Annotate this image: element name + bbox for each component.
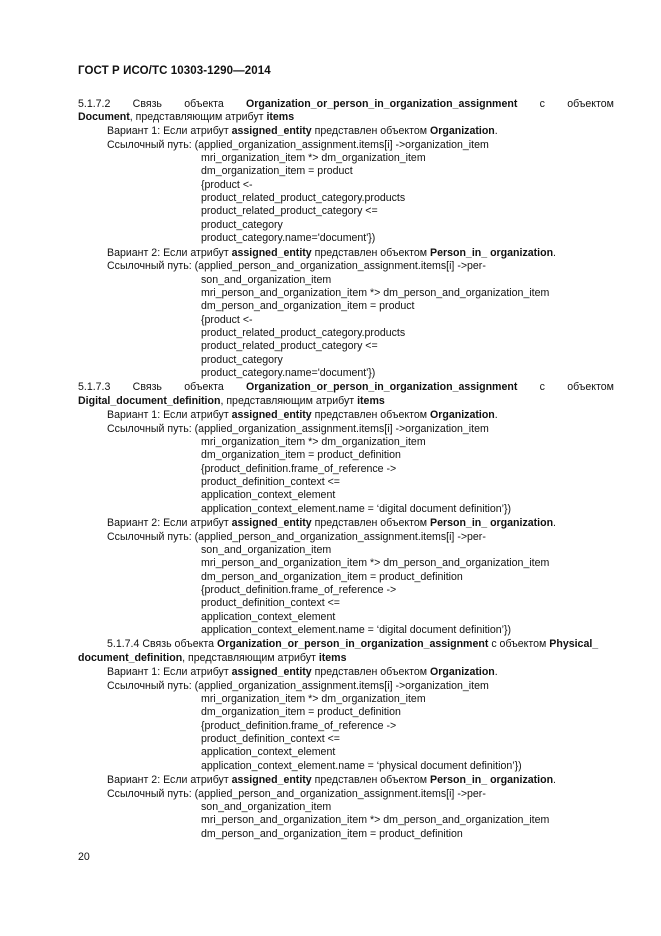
reference-path-line: product_related_product_category <= xyxy=(201,205,378,217)
section-heading-line2: document_definition, представляющим атрибут items xyxy=(78,652,347,664)
reference-path-line: dm_person_and_organization_item = product_definition xyxy=(201,571,463,583)
variant-2: Вариант 2: Если атрибут assigned_entity представлен объектом Person_in_ organization. xyxy=(107,774,556,786)
reference-path-line: mri_person_and_organization_item *> dm_person_and_organization_item xyxy=(201,557,550,569)
reference-path-line: application_context_element xyxy=(201,489,336,501)
reference-path-line: application_context_element xyxy=(201,611,336,623)
reference-path-line: {product_definition.frame_of_reference -> xyxy=(201,584,397,596)
variant-2: Вариант 2: Если атрибут assigned_entity представлен объектом Person_in_ organization. xyxy=(107,517,556,529)
reference-path-line: product_category.name='document'}) xyxy=(201,232,376,244)
variant-1: Вариант 1: Если атрибут assigned_entity представлен объектом Organization. xyxy=(107,666,498,678)
section-heading-5-1-7-3: 5.1.7.3 Связь объекта Organization_or_person_in_organization_assignment с объектом xyxy=(78,381,614,393)
reference-path-line: son_and_organization_item xyxy=(201,544,332,556)
section-heading-line2: Digital_document_definition, представляющим атрибут items xyxy=(78,395,385,407)
reference-path-line: product_definition_context <= xyxy=(201,476,340,488)
reference-path-line: product_definition_context <= xyxy=(201,597,340,609)
reference-path-line: product_category xyxy=(201,354,283,366)
variant-1: Вариант 1: Если атрибут assigned_entity представлен объектом Organization. xyxy=(107,409,498,421)
reference-path-line: dm_person_and_organization_item = product xyxy=(201,300,415,312)
reference-path-line: mri_organization_item *> dm_organization_item xyxy=(201,436,426,448)
reference-path-line: application_context_element.name = ‘digital document definition’}) xyxy=(201,503,512,515)
reference-path-line: product_related_product_category.products xyxy=(201,327,406,339)
reference-path-line: {product_definition.frame_of_reference -> xyxy=(201,720,397,732)
reference-path-line: application_context_element xyxy=(201,746,336,758)
reference-path-line: product_category xyxy=(201,219,283,231)
reference-path-line: Ссылочный путь: (applied_person_and_organization_assignment.items[i] ->per- xyxy=(107,788,486,800)
page-header: ГОСТ Р ИСО/ТС 10303-1290—2014 xyxy=(78,65,271,77)
section-heading-5-1-7-2: 5.1.7.2 Связь объекта Organization_or_person_in_organization_assignment с объектом xyxy=(78,98,614,110)
reference-path-line: dm_organization_item = product_definition xyxy=(201,449,401,461)
variant-1: Вариант 1: Если атрибут assigned_entity представлен объектом Organization. xyxy=(107,125,498,137)
reference-path-line: son_and_organization_item xyxy=(201,274,332,286)
reference-path-line: {product_definition.frame_of_reference -> xyxy=(201,463,397,475)
reference-path-line: product_definition_context <= xyxy=(201,733,340,745)
variant-2: Вариант 2: Если атрибут assigned_entity представлен объектом Person_in_ organization. xyxy=(107,247,556,259)
reference-path-line: {product <- xyxy=(201,314,253,326)
reference-path-line: dm_person_and_organization_item = product_definition xyxy=(201,828,463,840)
reference-path-line: mri_organization_item *> dm_organization_item xyxy=(201,152,426,164)
reference-path-line: Ссылочный путь: (applied_organization_assignment.items[i] ->organization_item xyxy=(107,139,489,151)
section-heading-line2: Document, представляющим атрибут items xyxy=(78,111,295,123)
reference-path-line: Ссылочный путь: (applied_person_and_organization_assignment.items[i] ->per- xyxy=(107,260,486,272)
page-number: 20 xyxy=(78,851,90,863)
reference-path-line: Ссылочный путь: (applied_organization_assignment.items[i] ->organization_item xyxy=(107,680,489,692)
reference-path-line: Ссылочный путь: (applied_person_and_organization_assignment.items[i] ->per- xyxy=(107,531,486,543)
reference-path-line: dm_organization_item = product_definition xyxy=(201,706,401,718)
reference-path-line: product_category.name='document'}) xyxy=(201,367,376,379)
reference-path-line: Ссылочный путь: (applied_organization_assignment.items[i] ->organization_item xyxy=(107,423,489,435)
reference-path-line: mri_organization_item *> dm_organization_item xyxy=(201,693,426,705)
reference-path-line: mri_person_and_organization_item *> dm_person_and_organization_item xyxy=(201,814,550,826)
reference-path-line: son_and_organization_item xyxy=(201,801,332,813)
reference-path-line: mri_person_and_organization_item *> dm_person_and_organization_item xyxy=(201,287,550,299)
reference-path-line: dm_organization_item = product xyxy=(201,165,353,177)
reference-path-line: {product <- xyxy=(201,179,253,191)
reference-path-line: product_related_product_category.products xyxy=(201,192,406,204)
reference-path-line: product_related_product_category <= xyxy=(201,340,378,352)
reference-path-line: application_context_element.name = ‘physical document definition’}) xyxy=(201,760,522,772)
reference-path-line: application_context_element.name = ‘digital document definition’}) xyxy=(201,624,512,636)
section-heading-5-1-7-4: 5.1.7.4 Связь объекта Organization_or_person_in_organization_assignment с объектом Physical_ xyxy=(107,638,599,650)
